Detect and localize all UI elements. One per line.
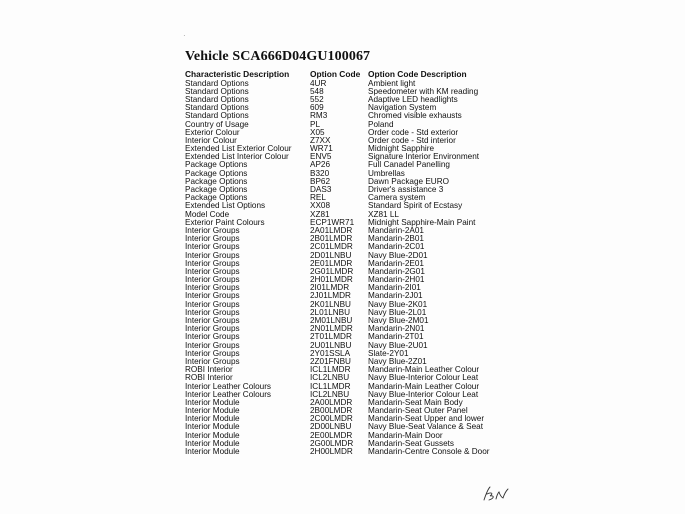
cell-option-code: B320	[310, 169, 330, 178]
cell-option-description: Mandarin-2J01	[368, 292, 423, 301]
cell-option-description: Mandarin-2N01	[368, 325, 425, 334]
cell-option-code: ICL2LNBU	[310, 374, 350, 383]
cell-option-code: 2E01LMDR	[310, 259, 353, 268]
cell-characteristic: Package Options	[185, 186, 248, 195]
cell-option-description: Speedometer with KM reading	[368, 87, 479, 96]
cell-option-code: 2A00LMDR	[310, 398, 353, 407]
table-row	[185, 194, 515, 202]
cell-option-description: Adaptive LED headlights	[368, 95, 458, 104]
cell-option-description: Mandarin-2E01	[368, 259, 424, 268]
table-row	[185, 243, 515, 251]
cell-option-description: Camera system	[368, 194, 426, 203]
cell-option-code: 2K01LNBU	[310, 300, 351, 309]
table-row	[185, 219, 515, 227]
table-row	[185, 88, 515, 96]
cell-characteristic: Extended List Exterior Colour	[185, 145, 292, 154]
cell-option-description: Full Canadel Panelling	[368, 161, 450, 170]
table-row	[185, 260, 515, 268]
cell-option-description: Navy Blue-2Z01	[368, 357, 427, 366]
table-row	[185, 268, 515, 276]
cell-option-description: Mandarin-Seat Upper and lower	[368, 415, 485, 424]
cell-option-code: 2D01LNBU	[310, 251, 352, 260]
cell-characteristic: ROBI Interior	[185, 366, 233, 375]
table-row	[185, 399, 515, 407]
cell-option-code: 2D00LNBU	[310, 423, 352, 432]
table-row	[185, 383, 515, 391]
cell-option-description: Navigation System	[368, 104, 437, 113]
column-header-option-description: Option Code Description	[368, 70, 467, 79]
cell-option-code: ICL2LNBU	[310, 390, 350, 399]
cell-option-description: Umbrellas	[368, 169, 405, 178]
cell-option-description: Mandarin-Seat Outer Panel	[368, 407, 468, 416]
cell-option-description: Mandarin-Seat Gussets	[368, 439, 455, 448]
table-row	[185, 342, 515, 350]
cell-characteristic: Interior Groups	[185, 325, 240, 334]
cell-option-code: 2H01LMDR	[310, 276, 353, 285]
table-row	[185, 391, 515, 399]
table-row	[185, 440, 515, 448]
cell-option-code: RM3	[310, 112, 328, 121]
cell-option-code: DAS3	[310, 186, 332, 195]
cell-characteristic: Interior Groups	[185, 276, 240, 285]
cell-characteristic: Interior Module	[185, 407, 240, 416]
cell-characteristic: ROBI Interior	[185, 374, 233, 383]
cell-option-code: 2T01LMDR	[310, 333, 352, 342]
cell-option-description: Navy Blue-Seat Valance & Seat	[368, 423, 483, 432]
cell-characteristic: Interior Groups	[185, 317, 240, 326]
cell-option-code: X05	[310, 128, 325, 137]
table-row	[185, 104, 515, 112]
table-row	[185, 137, 515, 145]
cell-characteristic: Model Code	[185, 210, 230, 219]
table-row	[185, 423, 515, 431]
table-row	[185, 333, 515, 341]
cell-option-code: 2E00LMDR	[310, 431, 353, 440]
cell-option-code: AP26	[310, 161, 331, 170]
table-row	[185, 301, 515, 309]
table-row	[185, 407, 515, 415]
cell-option-description: Navy Blue-Interior Colour Leat	[368, 390, 479, 399]
cell-characteristic: Interior Module	[185, 448, 240, 457]
table-body	[185, 80, 515, 457]
table-row	[185, 121, 515, 129]
cell-option-description: Order code - Std exterior	[368, 128, 459, 137]
cell-option-code: 2G01LMDR	[310, 267, 354, 276]
cell-option-code: 609	[310, 104, 324, 113]
cell-option-description: Mandarin-2G01	[368, 267, 425, 276]
table-row	[185, 309, 515, 317]
cell-option-description: Mandarin-2I01	[368, 284, 421, 293]
table-row	[185, 235, 515, 243]
table-row	[185, 170, 515, 178]
cell-option-description: Driver's assistance 3	[368, 186, 444, 195]
cell-characteristic: Interior Groups	[185, 341, 240, 350]
cell-option-description: Mandarin-2C01	[368, 243, 425, 252]
cell-option-description: Signature Interior Environment	[368, 153, 480, 162]
cell-characteristic: Interior Module	[185, 423, 240, 432]
table-row	[185, 432, 515, 440]
cell-characteristic: Interior Groups	[185, 292, 240, 301]
cell-characteristic: Interior Groups	[185, 259, 240, 268]
cell-option-description: Mandarin-2H01	[368, 276, 425, 285]
cell-option-code: 2H00LMDR	[310, 448, 353, 457]
cell-characteristic: Exterior Colour	[185, 128, 240, 137]
cell-characteristic: Interior Module	[185, 431, 240, 440]
cell-option-code: 2C01LMDR	[310, 243, 353, 252]
cell-option-code: XZ81	[310, 210, 330, 219]
cell-option-description: Mandarin-Seat Main Body	[368, 398, 463, 407]
table-row	[185, 80, 515, 88]
table-row	[185, 227, 515, 235]
options-table	[185, 70, 515, 456]
cell-option-code: 2C00LMDR	[310, 415, 353, 424]
column-header-option-code: Option Code	[310, 70, 361, 79]
cell-option-code: 552	[310, 95, 324, 104]
cell-characteristic: Country of Usage	[185, 120, 249, 129]
cell-option-description: Poland	[368, 120, 394, 129]
cell-characteristic: Standard Options	[185, 112, 249, 121]
cell-option-code: 548	[310, 87, 324, 96]
cell-option-code: ECP1WR71	[310, 218, 355, 227]
cell-characteristic: Interior Module	[185, 415, 240, 424]
cell-characteristic: Interior Leather Colours	[185, 382, 272, 391]
handwritten-signature	[481, 484, 511, 504]
table-row	[185, 178, 515, 186]
cell-option-code: ICL1LMDR	[310, 382, 351, 391]
cell-option-code: Z7XX	[310, 136, 331, 145]
cell-option-description: Standard Spirit of Ecstasy	[368, 202, 463, 211]
table-row	[185, 153, 515, 161]
cell-option-description: Chromed visible exhausts	[368, 112, 462, 121]
cell-characteristic: Interior Module	[185, 439, 240, 448]
table-row	[185, 96, 515, 104]
cell-characteristic: Package Options	[185, 161, 248, 170]
cell-characteristic: Interior Groups	[185, 349, 240, 358]
cell-option-description: Navy Blue-2D01	[368, 251, 428, 260]
cell-characteristic: Package Options	[185, 177, 248, 186]
cell-option-description: Dawn Package EURO	[368, 177, 449, 186]
cell-option-code: WR71	[310, 145, 333, 154]
cell-option-code: 2N01LMDR	[310, 325, 353, 334]
cell-option-description: Mandarin-2B01	[368, 235, 424, 244]
cell-characteristic: Interior Leather Colours	[185, 390, 272, 399]
table-row	[185, 161, 515, 169]
cell-option-code: 2I01LMDR	[310, 284, 350, 293]
cell-option-description: Navy Blue-2L01	[368, 308, 427, 317]
cell-characteristic: Interior Groups	[185, 251, 240, 260]
cell-characteristic: Interior Groups	[185, 300, 240, 309]
cell-option-description: Mandarin-2T01	[368, 333, 424, 342]
table-row	[185, 112, 515, 120]
cell-option-description: Navy Blue-Interior Colour Leat	[368, 374, 479, 383]
table-row	[185, 448, 515, 456]
cell-option-description: Mandarin-Centre Console & Door	[368, 448, 490, 457]
cell-option-code: 2A01LMDR	[310, 226, 353, 235]
table-row	[185, 366, 515, 374]
cell-characteristic: Standard Options	[185, 95, 249, 104]
cell-characteristic: Interior Groups	[185, 284, 240, 293]
table-row	[185, 186, 515, 194]
cell-option-code: ICL1LMDR	[310, 366, 351, 375]
cell-option-code: 4UR	[310, 79, 327, 88]
cell-characteristic: Interior Groups	[185, 226, 240, 235]
cell-option-description: Order code - Std interior	[368, 136, 456, 145]
cell-option-code: ENV5	[310, 153, 332, 162]
cell-option-description: Mandarin-Main Leather Colour	[368, 382, 480, 391]
table-row	[185, 145, 515, 153]
cell-option-code: 2G00LMDR	[310, 439, 354, 448]
cell-option-code: XX08	[310, 202, 331, 211]
page-title: Vehicle SCA666D04GU100067	[185, 49, 371, 64]
cell-option-code: 2J01LMDR	[310, 292, 351, 301]
cell-option-description: Mandarin-Main Door	[368, 431, 443, 440]
cell-characteristic: Interior Groups	[185, 243, 240, 252]
cell-option-code: REL	[310, 194, 326, 203]
cell-characteristic: Interior Groups	[185, 333, 240, 342]
cell-option-description: Navy Blue-2U01	[368, 341, 428, 350]
cell-option-code: 2L01LNBU	[310, 308, 351, 317]
table-row	[185, 325, 515, 333]
table-row	[185, 292, 515, 300]
cell-characteristic: Interior Groups	[185, 308, 240, 317]
cell-characteristic: Interior Groups	[185, 357, 240, 366]
cell-characteristic: Interior Module	[185, 398, 240, 407]
table-row	[185, 129, 515, 137]
table-header	[185, 70, 515, 80]
cell-characteristic: Interior Colour	[185, 136, 237, 145]
table-row	[185, 374, 515, 382]
table-row	[185, 415, 515, 423]
cell-characteristic: Interior Groups	[185, 267, 240, 276]
cell-option-description: Navy Blue-2K01	[368, 300, 428, 309]
cell-characteristic: Package Options	[185, 194, 248, 203]
table-row	[185, 211, 515, 219]
cell-characteristic: Exterior Paint Colours	[185, 218, 265, 227]
cell-characteristic: Interior Groups	[185, 235, 240, 244]
cell-option-code: 2B00LMDR	[310, 407, 353, 416]
cell-option-description: Mandarin-2A01	[368, 226, 424, 235]
cell-option-description: XZ81 LL	[368, 210, 399, 219]
table-row	[185, 350, 515, 358]
scan-speck: ·	[183, 31, 186, 40]
cell-option-code: PL	[310, 120, 321, 129]
table-row	[185, 252, 515, 260]
cell-option-code: BP62	[310, 177, 331, 186]
cell-characteristic: Standard Options	[185, 104, 249, 113]
table-row	[185, 358, 515, 366]
cell-option-code: 2M01LNBU	[310, 317, 353, 326]
cell-characteristic: Extended List Options	[185, 202, 266, 211]
cell-characteristic: Standard Options	[185, 87, 249, 96]
cell-option-description: Midnight Sapphire	[368, 145, 434, 154]
cell-option-description: Slate-2Y01	[368, 349, 409, 358]
cell-option-description: Ambient light	[368, 79, 416, 88]
cell-option-description: Mandarin-Main Leather Colour	[368, 366, 480, 375]
table-row	[185, 284, 515, 292]
cell-option-code: 2U01LNBU	[310, 341, 352, 350]
cell-option-code: 2B01LMDR	[310, 235, 353, 244]
cell-option-code: 2Z01FNBU	[310, 357, 351, 366]
table-row	[185, 202, 515, 210]
cell-characteristic: Package Options	[185, 169, 248, 178]
table-row	[185, 317, 515, 325]
cell-option-description: Navy Blue-2M01	[368, 317, 429, 326]
cell-characteristic: Standard Options	[185, 79, 249, 88]
cell-characteristic: Extended List Interior Colour	[185, 153, 289, 162]
cell-option-description: Midnight Sapphire-Main Paint	[368, 218, 476, 227]
cell-option-code: 2Y01SSLA	[310, 349, 351, 358]
table-row	[185, 276, 515, 284]
column-header-characteristic: Characteristic Description	[185, 70, 290, 79]
